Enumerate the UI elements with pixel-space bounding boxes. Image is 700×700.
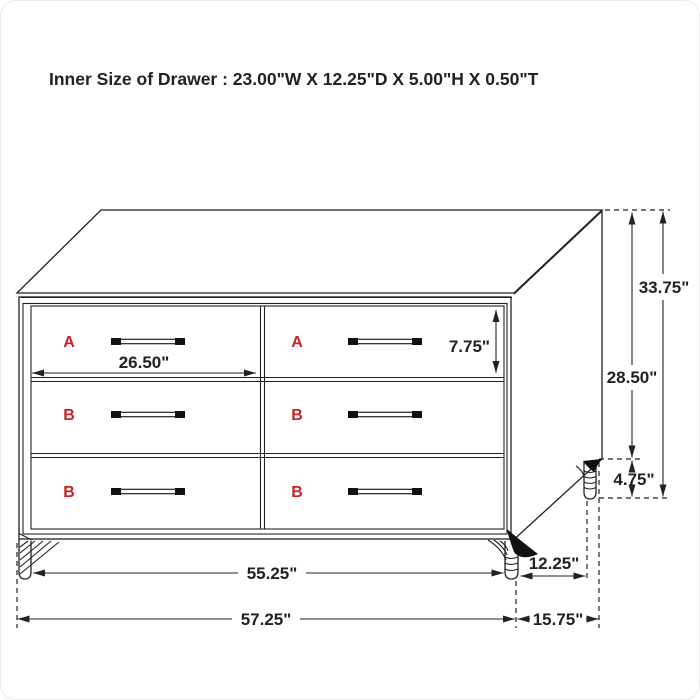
dim-overall-width-text: 57.25" bbox=[240, 610, 292, 629]
label-drawer-bottom-left: B bbox=[63, 484, 75, 501]
label-drawer-top-left: A bbox=[63, 334, 75, 351]
dim-side-leg-span bbox=[521, 554, 586, 576]
dim-leg-height bbox=[613, 461, 654, 497]
cabinet-top-face bbox=[17, 210, 602, 293]
dim-drawer-front-height-text: 7.75" bbox=[448, 337, 490, 356]
cabinet-outline bbox=[17, 210, 602, 540]
dim-overall-depth-text: 15.75" bbox=[532, 610, 584, 629]
dim-leg-height-text: 4.75" bbox=[613, 470, 655, 489]
dim-front-leg-span-text: 55.25" bbox=[246, 564, 298, 583]
label-drawer-top-right: A bbox=[291, 334, 303, 351]
handle-middle-right bbox=[348, 411, 422, 418]
diagram-title: Inner Size of Drawer : 23.00"W X 12.25"D X 5.00"H X 0.50"T bbox=[49, 69, 539, 89]
drawer-dividers bbox=[31, 306, 504, 529]
label-drawer-bottom-right: B bbox=[291, 484, 303, 501]
dim-overall-height bbox=[639, 212, 690, 497]
handle-bottom-right bbox=[348, 488, 422, 495]
dim-overall-width bbox=[18, 610, 516, 629]
back-right-leg-bracket bbox=[583, 459, 601, 472]
handle-bottom-left bbox=[111, 488, 185, 495]
legs bbox=[19, 459, 601, 579]
dim-drawer-inner-width bbox=[32, 353, 256, 373]
dim-overall-depth bbox=[518, 610, 599, 629]
dim-body-height-text: 28.50" bbox=[606, 368, 658, 387]
handle-top-left bbox=[111, 338, 185, 345]
handle-middle-left bbox=[111, 411, 185, 418]
drawer-opening bbox=[31, 306, 504, 529]
dim-drawer-inner-width-text: 26.50" bbox=[118, 353, 170, 372]
label-drawer-middle-left: B bbox=[63, 407, 75, 424]
dim-side-leg-span-text: 12.25" bbox=[528, 554, 580, 573]
dresser-diagram-svg bbox=[1, 1, 700, 700]
handle-top-right bbox=[348, 338, 422, 345]
front-right-leg-bracket bbox=[507, 529, 538, 557]
dim-body-height bbox=[607, 213, 658, 458]
label-drawer-middle-right: B bbox=[291, 407, 303, 424]
dim-drawer-front-height bbox=[449, 310, 496, 373]
dimension-lines bbox=[18, 212, 690, 630]
dim-overall-height-text: 33.75" bbox=[638, 278, 690, 297]
dim-front-leg-span bbox=[33, 564, 504, 583]
